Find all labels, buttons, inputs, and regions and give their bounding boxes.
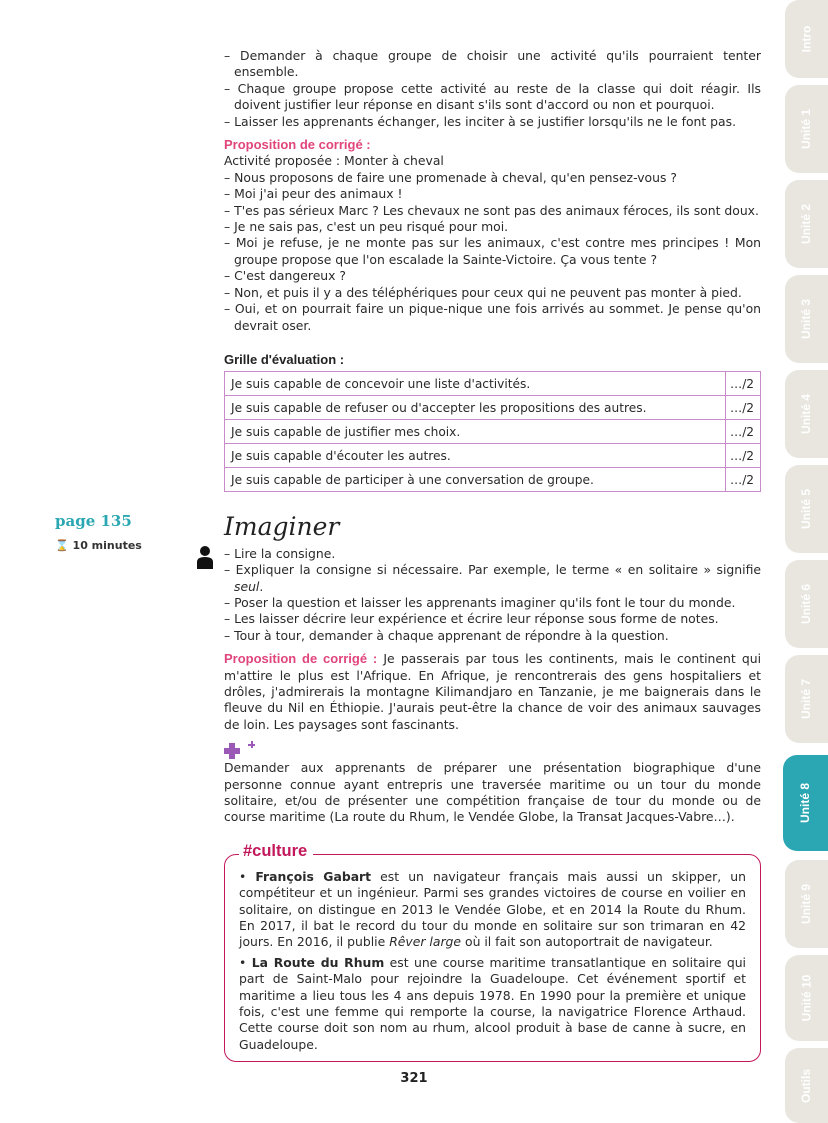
main-content <box>224 48 761 1062</box>
bullet: • <box>239 868 256 884</box>
grid-score: …/2 <box>726 420 761 444</box>
grid-score: …/2 <box>726 372 761 396</box>
culture-text: est une course maritime transatlantique en solitaire qui part de Saint-Malo pour rejoindre la Guadeloupe. Cet événement sportif et maritime a lieu tous les 4 ans depuis 1978. En 1990 pour la première et unique fois, c'est une femme qui remporte la course, la navigatrice Florence Arthaud. Cette course doit son nom au rhum, alcool produit à base de canne à sucre, en Guadeloupe. <box>239 954 746 1052</box>
page-number: 321 <box>400 1071 428 1086</box>
instruction-line: – Poser la question et laisser les apprenants imaginer qu'ils font le tour du monde. <box>224 594 736 610</box>
table-row <box>225 444 761 468</box>
tab-label: Intro <box>799 25 814 53</box>
instruction-line: – Demander à chaque groupe de choisir une activité qu'ils pourraient tenter ensemble. <box>224 48 761 80</box>
tab-label: Unité 5 <box>799 488 814 530</box>
culture-name: François Gabart <box>255 868 372 884</box>
instruction-line <box>224 562 761 595</box>
grid-score: …/2 <box>726 444 761 468</box>
culture-paragraph <box>239 955 746 1053</box>
grid-criterion: Je suis capable de participer à une conversation de groupe. <box>225 468 726 492</box>
instruction-line: – Chaque groupe propose cette activité au reste de la classe qui doit réagir. Ils doivent justifier leur réponse en disant s'ils sont d'accord ou non et pourquoi. <box>224 80 761 113</box>
tab-unite-2[interactable] <box>785 180 828 268</box>
tab-unite-1[interactable] <box>785 85 828 173</box>
culture-box <box>224 841 761 1062</box>
dialogue-line: – T'es pas sérieux Marc ? Les chevaux ne sont pas des animaux féroces, ils sont doux. <box>224 202 759 218</box>
dialogue-line: – C'est dangereux ? <box>224 268 347 284</box>
grid-criterion: Je suis capable de justifier mes choix. <box>225 420 726 444</box>
hourglass-icon: ⌛ <box>55 539 69 552</box>
grid-criterion: Je suis capable d'écouter les autres. <box>225 444 726 468</box>
tab-unite-5[interactable] <box>785 465 828 553</box>
bullet: • <box>239 954 252 970</box>
corrige-text: Je passerais par tous les continents, mais le continent qui m'attire le plus est l'Afrique. En Afrique, je rencontrerais des gens hospitaliers et drôles, j'admirerais la montagne Kilimandjaro en Tanzanie, je me baignerais dans le fleuve du Nil en Éthiopie. J'aurais peut-être la chance de voir des animaux sauvages de loin. Les paysages sont fascinants. <box>224 651 762 732</box>
tab-unite-7[interactable] <box>785 655 828 743</box>
table-row <box>225 420 761 444</box>
grid-criterion: Je suis capable de concevoir une liste d'activités. <box>225 372 726 396</box>
instruction-line: – Tour à tour, demander à chaque apprenant de répondre à la question. <box>224 627 669 643</box>
plus-activity-text: Demander aux apprenants de préparer une présentation biographique d'une personne connue ayant entrepris une traversée maritime ou un tour du monde solitaire, et/ou de présenter une compétition française de tour du monde ou de course maritime (La route du Rhum, le Vendée Globe, la Transat Jacques-Vabre…). <box>224 760 761 825</box>
tab-unite-6[interactable] <box>785 560 828 648</box>
corrige-label: Proposition de corrigé : <box>224 137 371 153</box>
tab-unite-4[interactable] <box>785 370 828 458</box>
tab-outils[interactable] <box>785 1048 828 1123</box>
grille-title: Grille d'évaluation : <box>224 351 345 367</box>
section-title: Imaginer <box>224 512 340 542</box>
tab-label: Outils <box>799 1068 814 1103</box>
tab-label: Unité 6 <box>799 583 814 625</box>
tab-label: Unité 4 <box>799 393 814 435</box>
page-reference: page 135 <box>55 512 132 530</box>
tab-unite-10[interactable] <box>785 955 828 1041</box>
dialogue-line: – Nous proposons de faire une promenade à cheval, qu'en pensez-vous ? <box>224 169 677 185</box>
culture-paragraph <box>239 869 746 951</box>
evaluation-grid <box>224 371 761 492</box>
tab-label: Unité 3 <box>799 298 814 340</box>
table-row <box>225 396 761 420</box>
corrige-paragraph <box>224 651 761 733</box>
dialogue-line: – Non, et puis il y a des téléphériques pour ceux qui ne peuvent pas monter à pied. <box>224 284 742 300</box>
book-title: Rêver large <box>389 934 462 950</box>
tab-label: Unité 7 <box>799 678 814 720</box>
grid-score: …/2 <box>726 468 761 492</box>
culture-name: La Route du Rhum <box>251 954 385 970</box>
tab-label: Unité 2 <box>799 203 814 245</box>
culture-title: #culture <box>239 843 313 859</box>
dialogue-line: – Moi je refuse, je ne monte pas sur les animaux, c'est contre mes principes ! Mon groupe propose que l'on escalade la Sainte-Victoire. Ça vous tente ? <box>224 235 761 267</box>
table-row <box>225 468 761 492</box>
tab-unite-9[interactable] <box>785 860 828 948</box>
instruction-line: – Lire la consigne. <box>224 545 336 561</box>
tab-intro[interactable] <box>785 0 828 78</box>
duration-text: 10 minutes <box>72 539 142 552</box>
plus-small-icon <box>248 741 255 748</box>
instruction-line: – Les laisser décrire leur expérience et écrire leur réponse sous forme de notes. <box>224 611 719 627</box>
grid-score: …/2 <box>726 396 761 420</box>
tab-label: Unité 1 <box>799 108 814 150</box>
duration <box>55 539 142 552</box>
plus-activity-marker <box>224 740 761 758</box>
instruction-text: . <box>259 578 264 594</box>
instruction-line: – Laisser les apprenants échanger, les inciter à se justifier lorsqu'ils ne le font pas. <box>224 113 737 129</box>
culture-text: est un navigateur français mais aussi un skipper, un compétiteur et un ingénieur. Parmi ses grandes victoires de course en voilier en solitaire, on distingue en 2013 le Vendée Globe, et en 2014 la Route du Rhum. En 2017, il bat le record du tour du monde en solitaire sur son trimaran en 42 jours. En 2016, il publie <box>239 868 746 950</box>
grid-criterion: Je suis capable de refuser ou d'accepter les propositions des autres. <box>225 396 726 420</box>
tab-unite-3[interactable] <box>785 275 828 363</box>
person-icon <box>196 545 214 569</box>
instruction-emphasis: seul <box>234 578 260 594</box>
dialogue-line: – Moi j'ai peur des animaux ! <box>224 186 403 202</box>
dialogue-line: – Je ne sais pas, c'est un peu risqué pour moi. <box>224 219 509 235</box>
culture-text: où il fait son autoportrait de navigateur. <box>461 934 713 950</box>
tab-label: Unité 8 <box>798 782 813 824</box>
unit-tabs <box>785 0 828 1123</box>
dialogue-line: – Oui, et on pourrait faire un pique-nique une fois arrivés au sommet. Je pense qu'on devrait oser. <box>224 301 761 333</box>
instruction-text: – Expliquer la consigne si nécessaire. Par exemple, le terme « en solitaire » signifie <box>224 562 761 578</box>
tab-unite-8[interactable] <box>783 755 828 851</box>
plus-icon <box>224 743 240 759</box>
corrige-label: Proposition de corrigé : <box>224 651 378 667</box>
tab-label: Unité 10 <box>799 974 814 1022</box>
activity-proposee: Activité proposée : Monter à cheval <box>224 153 444 169</box>
table-row <box>225 372 761 396</box>
tab-label: Unité 9 <box>799 883 814 925</box>
